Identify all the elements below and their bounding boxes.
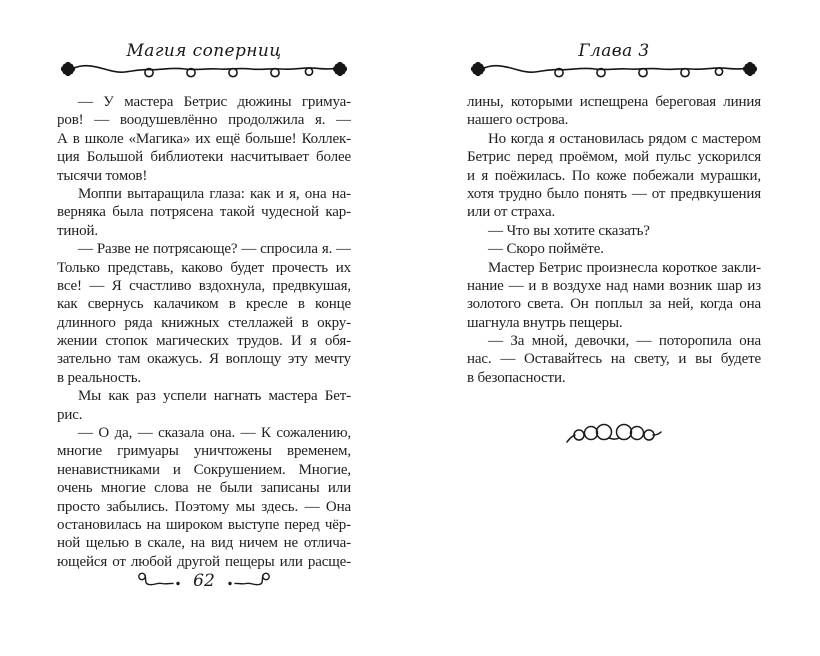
page-number-left-flourish-icon <box>136 571 186 591</box>
text-line: длинного ряда книжных стеллажей в окру- <box>57 314 351 331</box>
page-number-right-flourish-icon <box>222 571 272 591</box>
text-line: в безопасности. <box>467 369 566 386</box>
left-lines <box>57 93 351 575</box>
text-line: — Что вы хотите сказать? <box>488 222 650 239</box>
text-line: Мастер Бетрис произнесла короткое закли- <box>488 259 761 276</box>
text-line: нашего острова. <box>467 112 569 129</box>
right-lines <box>467 93 761 393</box>
scene-break-swirl-icon <box>564 417 664 449</box>
page-number: 62 <box>193 571 215 591</box>
text-line: хотя трудно было понять — от предвкушения <box>467 185 761 202</box>
text-line: — Скоро поймёте. <box>488 241 604 258</box>
text-line: ной щелью в скале, на вид ничем не отлича- <box>57 535 351 552</box>
right-header-rule-ornament <box>467 57 761 81</box>
left-header-rule-ornament <box>57 57 351 81</box>
looped-rule-line <box>74 66 335 77</box>
text-line: жении стопок магических трудов. И я обя- <box>57 333 351 350</box>
text-line: — О да, — сказала она. — К сожалению, <box>78 425 351 442</box>
text-line: ров! — воодушевлённо продолжила я. — <box>57 112 351 129</box>
text-line: А в школе «Магика» их ещё больше! Коллек- <box>57 130 351 147</box>
text-line: тысячи томов! <box>57 167 148 184</box>
left-running-header: Магия соперниц <box>126 41 282 61</box>
text-line: верняка была потрясена такой чудесной кар- <box>57 204 351 221</box>
text-line: Бетрис перед проёмом, мой пульс ускорился <box>467 149 761 166</box>
text-line: ющейся от любой другой пещеры или расще- <box>57 553 351 570</box>
text-line: все! — Я счастливо вздохнула, предвкушая, <box>57 277 351 294</box>
text-line: Но когда я остановилась рядом с мастером <box>488 130 761 147</box>
looped-rule-line <box>484 66 745 77</box>
text-line: остановилась на широком выступе перед чёр- <box>57 516 351 533</box>
scene-break-container <box>467 417 761 449</box>
text-line: просто забылись. Поэтому мы здесь. — Она <box>57 498 351 515</box>
right-running-header: Глава 3 <box>578 41 650 61</box>
text-line: многие гримуары уничтожены временем, <box>57 443 351 460</box>
text-line: в реальность. <box>57 369 142 386</box>
text-line: тиной. <box>57 222 98 239</box>
text-line: — У мастера Бетрис дюжины гримуа- <box>78 94 351 110</box>
text-line: или от страха. <box>467 204 556 221</box>
text-line: зательно там окажусь. Я воплощу эту мечту <box>57 351 351 368</box>
text-line: Моппи вытаращила глаза: как и я, она на- <box>78 185 351 202</box>
text-line: шагнула внутрь пещеры. <box>467 314 623 331</box>
text-line: ция Большой библиотеки насчитывает более <box>57 149 351 166</box>
text-line: нание — и в воздухе над нами возник шар из <box>467 277 761 294</box>
text-line: Только представь, каково будет прочесть их <box>57 259 351 276</box>
text-line: лины, которыми испещрена береговая линия <box>467 94 761 110</box>
text-line: очень многие слова не были записаны или <box>57 480 351 497</box>
text-line: — Разве не потрясающе? — спросила я. — <box>78 241 351 258</box>
text-line: золотого света. Он поплыл за ней, когда она <box>467 296 761 313</box>
text-line: как свернусь калачиком в кресле в конце <box>57 296 351 313</box>
text-line: и я поёжилась. По коже побежали мурашки, <box>467 167 761 184</box>
text-line: — За мной, девочки, — поторопила она <box>488 333 761 350</box>
text-line: Мы как раз успели нагнать мастера Бет- <box>78 388 351 405</box>
text-line: рис. <box>57 406 83 423</box>
page-number-block <box>57 571 351 591</box>
text-line: нас. — Оставайтесь на свету, и вы будете <box>467 351 761 368</box>
text-line: ненавистниками и Сокрушением. Многие, <box>57 461 351 478</box>
